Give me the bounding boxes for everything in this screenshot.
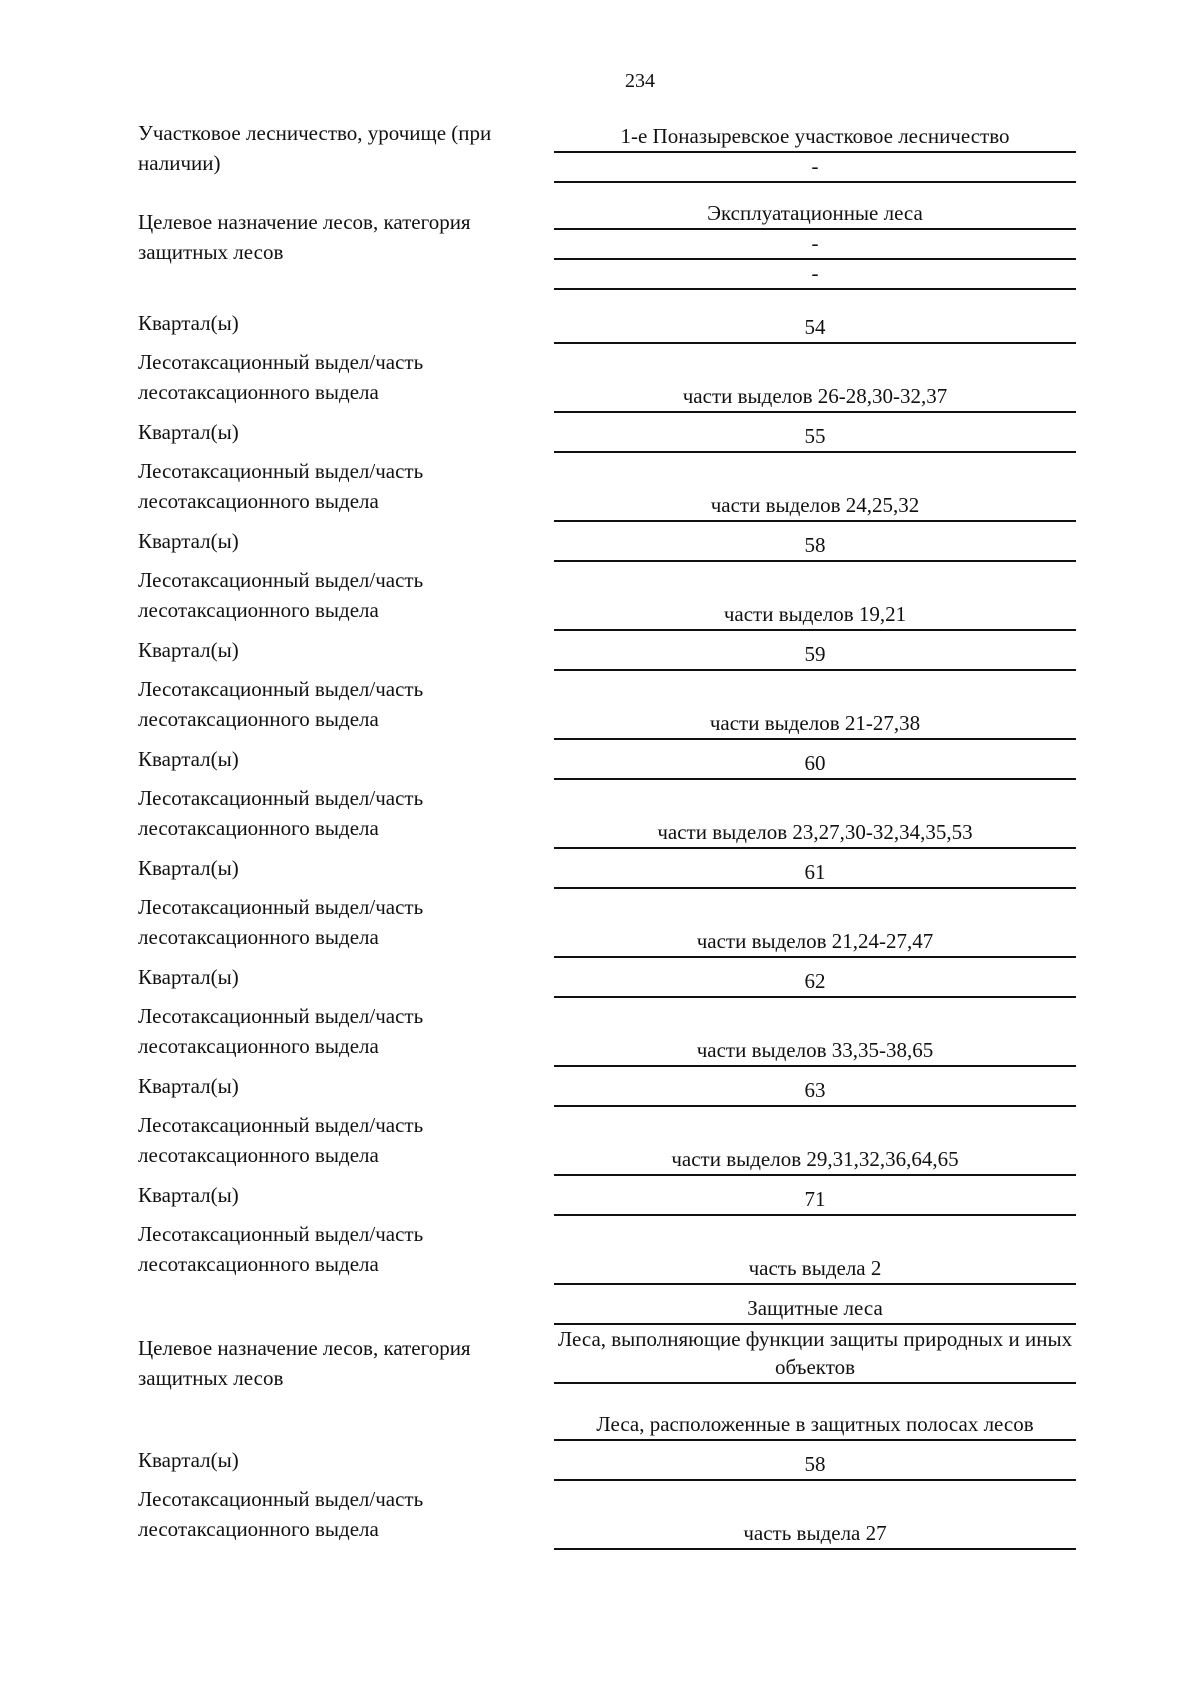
quarter-label: Квартал(ы) xyxy=(138,1183,239,1207)
forestry-value: 1-е Поназыревское участковое лесничество xyxy=(554,118,1076,153)
plot-row xyxy=(138,780,1076,849)
quarter-label: Квартал(ы) xyxy=(138,529,239,553)
plot-row xyxy=(138,344,1076,413)
quarter-value: 61 xyxy=(554,849,1076,889)
quarter-label: Квартал(ы) xyxy=(138,1074,239,1098)
purpose-row xyxy=(138,183,1076,290)
plot-value: части выделов 21,24-27,47 xyxy=(554,889,1076,958)
plot-value: части выделов 23,27,30-32,34,35,53 xyxy=(554,780,1076,849)
quarter-label: Квартал(ы) xyxy=(138,856,239,880)
purpose-value-1: - xyxy=(554,230,1076,260)
quarter-label: Квартал(ы) xyxy=(138,638,239,662)
protective-value-0: Защитные леса xyxy=(554,1285,1076,1325)
plot-label: Лесотаксационный выдел/часть лесотаксационного выдела xyxy=(138,350,424,404)
page-number: 234 xyxy=(625,70,655,92)
plot-value: части выделов 19,21 xyxy=(554,562,1076,631)
quarter-value: 62 xyxy=(554,958,1076,998)
purpose-value-0: Эксплуатационные леса xyxy=(554,183,1076,230)
plot-row xyxy=(138,1481,1076,1550)
plot-label: Лесотаксационный выдел/часть лесотаксационного выдела xyxy=(138,459,424,513)
purpose-label: Целевое назначение лесов, категория защитных лесов xyxy=(138,209,471,264)
protective-value-1: Леса, выполняющие функции защиты природных и иных объектов xyxy=(554,1325,1076,1384)
plot-label: Лесотаксационный выдел/часть лесотаксационного выдела xyxy=(138,568,424,622)
quarter-row xyxy=(138,304,1076,344)
tract-value: - xyxy=(554,153,1076,183)
plot-value: части выделов 29,31,32,36,64,65 xyxy=(554,1107,1076,1176)
quarter-value: 58 xyxy=(554,522,1076,562)
plot-label: Лесотаксационный выдел/часть лесотаксационного выдела xyxy=(138,1113,424,1167)
plot-label: Лесотаксационный выдел/часть лесотаксационного выдела xyxy=(138,895,424,949)
quarter-row xyxy=(138,1067,1076,1107)
quarter-value: 60 xyxy=(554,740,1076,780)
plot-label: Лесотаксационный выдел/часть лесотаксационного выдела xyxy=(138,677,424,731)
plot-label: Лесотаксационный выдел/часть лесотаксационного выдела xyxy=(138,1487,424,1541)
plot-row xyxy=(138,998,1076,1067)
quarter-row xyxy=(138,1441,1076,1481)
plot-row xyxy=(138,1107,1076,1176)
quarter-row xyxy=(138,958,1076,998)
forest-plots-table xyxy=(138,118,1076,1550)
quarter-row xyxy=(138,1176,1076,1216)
plot-label: Лесотаксационный выдел/часть лесотаксационного выдела xyxy=(138,1222,424,1276)
quarter-groups xyxy=(138,304,1076,1285)
plot-value: часть выдела 27 xyxy=(554,1481,1076,1550)
plot-row xyxy=(138,453,1076,522)
protective-purpose-row xyxy=(138,1285,1076,1441)
purpose-value-2: - xyxy=(554,260,1076,290)
plot-row xyxy=(138,889,1076,958)
quarter-value: 59 xyxy=(554,631,1076,671)
quarter-row xyxy=(138,522,1076,562)
quarter-row xyxy=(138,631,1076,671)
plot-row xyxy=(138,562,1076,631)
quarter-value: 63 xyxy=(554,1067,1076,1107)
protective-purpose-label: Целевое назначение лесов, категория защитных лесов xyxy=(138,1336,471,1390)
quarter-row xyxy=(138,849,1076,889)
protective-value-2: Леса, расположенные в защитных полосах лесов xyxy=(554,1384,1076,1441)
quarter-label: Квартал(ы) xyxy=(138,311,239,335)
plot-row xyxy=(138,1216,1076,1285)
quarter-row xyxy=(138,413,1076,453)
quarter-value: 54 xyxy=(554,304,1076,344)
plot-value: части выделов 26-28,30-32,37 xyxy=(554,344,1076,413)
plot-label: Лесотаксационный выдел/часть лесотаксационного выдела xyxy=(138,786,424,840)
plot-row xyxy=(138,671,1076,740)
quarter-row xyxy=(138,740,1076,780)
plot-label: Лесотаксационный выдел/часть лесотаксационного выдела xyxy=(138,1004,424,1058)
quarter-label: Квартал(ы) xyxy=(138,1448,239,1472)
quarter-value: 71 xyxy=(554,1176,1076,1216)
quarter-value: 58 xyxy=(554,1441,1076,1481)
plot-value: части выделов 33,35-38,65 xyxy=(554,998,1076,1067)
forestry-row xyxy=(138,118,1076,183)
quarter-label: Квартал(ы) xyxy=(138,965,239,989)
plot-value: часть выдела 2 xyxy=(554,1216,1076,1285)
forestry-label: Участковое лесничество, урочище (при наличии) xyxy=(138,121,492,175)
quarter-label: Квартал(ы) xyxy=(138,420,239,444)
plot-value: части выделов 24,25,32 xyxy=(554,453,1076,522)
quarter-label: Квартал(ы) xyxy=(138,747,239,771)
plot-value: части выделов 21-27,38 xyxy=(554,671,1076,740)
quarter-value: 55 xyxy=(554,413,1076,453)
